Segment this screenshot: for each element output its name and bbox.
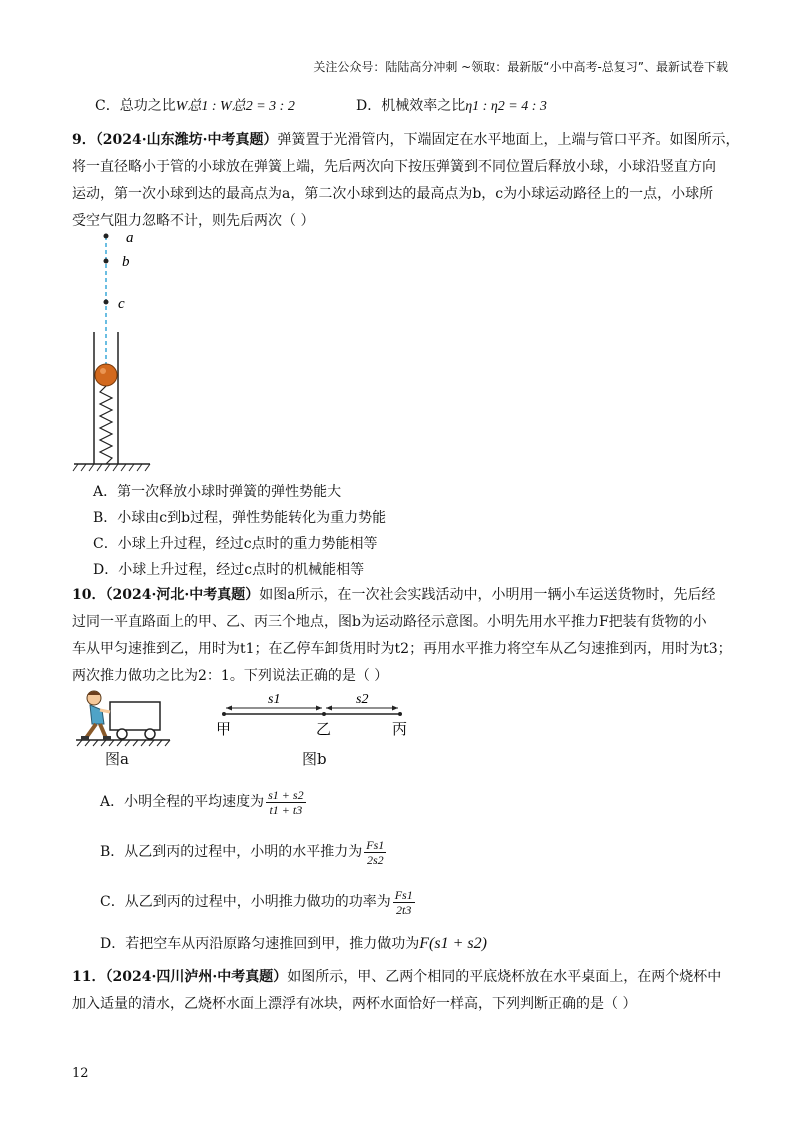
q10-option-c-text: C．从乙到丙的过程中，小明推力做功的功率为	[100, 894, 391, 910]
q9-option-b: B．小球由c到b过程，弹性势能转化为重力势能	[93, 510, 387, 526]
q9-option-c: C．小球上升过程，经过c点时的重力势能相等	[93, 536, 378, 552]
q10-source: （2024·河北·中考真题）	[105, 587, 260, 603]
q10a-cart-wheel-left	[117, 729, 127, 739]
q10b-label-bing: 丙	[392, 722, 408, 738]
q9-line-3: 运动，第一次小球到达的最高点为a，第二次小球到达的最高点为b，c为小球运动路径上的一点，小球所	[72, 186, 714, 202]
q10-caption-a: 图a	[105, 750, 129, 768]
q10-option-a	[100, 786, 306, 818]
q9-option-d: D．小球上升过程，经过c点时的机械能相等	[93, 562, 365, 578]
q10b-point-bing	[398, 712, 402, 716]
q10b-point-yi	[322, 712, 326, 716]
q10b-label-yi: 乙	[316, 722, 332, 738]
q10b-label-s2: s2	[356, 692, 369, 707]
prev-option-c-text: C．总功之比	[95, 98, 176, 114]
q10-option-b-den: 2s2	[366, 852, 384, 867]
q10-option-c-fraction	[393, 888, 415, 917]
q10-line-4: 两次推力做功之比为2：1。下列说法正确的是（ ）	[72, 668, 389, 684]
q10-option-b-num: Fs1	[366, 837, 385, 852]
q10-figure-b	[210, 688, 420, 740]
q10a-person	[81, 691, 111, 740]
q9-source: （2024·山东潍坊·中考真题）	[95, 132, 278, 148]
q10-line-1	[72, 585, 716, 605]
page-number: 12	[72, 1066, 89, 1081]
q10-text-1: 如图a所示，在一次社会实践活动中，小明用一辆小车运送货物时，先后经	[259, 587, 716, 603]
q10-option-b-text: B．从乙到丙的过程中，小明的水平推力为	[100, 844, 363, 860]
q11-line-1	[72, 967, 721, 987]
prev-option-d-math: η1 : η2 = 4 : 3	[465, 99, 547, 114]
q9-point-c	[104, 300, 109, 305]
q9-text-1: 弹簧置于光滑管内，下端固定在水平地面上，上端与管口平齐。如图所示，	[277, 132, 740, 148]
q11-line-2: 加入适量的清水，乙烧杯水面上漂浮有冰块，两杯水面恰好一样高，下列判断正确的是（ ）	[72, 996, 637, 1012]
q9-number: 9．	[72, 132, 96, 148]
q9-line-2: 将一直径略小于管的小球放在弹簧上端，先后两次向下按压弹簧到不同位置后释放小球，小球沿竖直方向	[72, 159, 716, 175]
q10-option-d	[100, 934, 487, 954]
q10a-cart-wheel-right	[145, 729, 155, 739]
q10b-label-jia: 甲	[216, 722, 232, 738]
q9-point-b	[104, 259, 109, 264]
q10-option-c	[100, 886, 415, 918]
q9-point-a	[104, 234, 109, 239]
q10-option-b	[100, 836, 386, 868]
q10-option-c-num: Fs1	[394, 887, 413, 902]
prev-option-c	[95, 96, 295, 117]
q9-spring	[100, 386, 112, 464]
q10-line-3: 车从甲匀速推到乙，用时为t1；在乙停车卸货用时为t2；再用水平推力将空车从乙匀速推到丙，用时为t3；	[72, 641, 732, 657]
q10a-cart-body	[110, 702, 160, 730]
q9-line-1	[72, 130, 739, 150]
q10-option-b-fraction	[364, 838, 386, 867]
q9-ball	[95, 364, 117, 386]
q9-option-a: A．第一次释放小球时弹簧的弹性势能大	[93, 484, 342, 500]
q10-option-a-num: s1 + s2	[268, 787, 304, 802]
q9-ball-highlight	[100, 368, 106, 374]
q9-spring-figure	[70, 228, 160, 473]
q9-ground-hatch	[73, 464, 150, 471]
q10-line-2: 过同一平直路面上的甲、乙、丙三个地点，图b为运动路径示意图。小明先用水平推力F把装有货物的小	[72, 614, 707, 630]
prev-option-c-math: W总1 : W总2 = 3 : 2	[175, 99, 295, 114]
q10-option-a-fraction	[266, 788, 305, 817]
page-header: 关注公众号：陆陆高分冲刺 ~领取：最新版“小中高考-总复习”、最新试卷下载	[313, 60, 728, 74]
q11-source: （2024·四川泸州·中考真题）	[105, 969, 288, 985]
q10-option-d-math: F(s1 + s2)	[419, 935, 487, 952]
q10-option-d-text: D．若把空车从丙沿原路匀速推回到甲，推力做功为	[100, 936, 420, 952]
q10-option-a-den: t1 + t3	[269, 802, 303, 817]
q10-caption-b: 图b	[302, 750, 327, 768]
q11-number: 11．	[72, 969, 106, 985]
q9-label-c: c	[118, 296, 125, 312]
q9-label-b: b	[122, 254, 130, 270]
prev-option-d-text: D．机械效率之比	[356, 98, 466, 114]
q11-text-1: 如图所示，甲、乙两个相同的平底烧杯放在水平桌面上，在两个烧杯中	[287, 969, 722, 985]
q10-option-a-text: A．小明全程的平均速度为	[100, 794, 265, 810]
prev-option-d	[356, 96, 547, 117]
q9-label-a: a	[126, 230, 134, 246]
q10-number: 10．	[72, 587, 106, 603]
q10b-point-jia	[222, 712, 226, 716]
q10-option-c-den: 2t3	[396, 902, 412, 917]
q9-line-4: 受空气阻力忽略不计，则先后两次（ ）	[72, 213, 315, 229]
q10b-label-s1: s1	[268, 692, 281, 707]
q10a-ground-hatch	[77, 740, 170, 746]
